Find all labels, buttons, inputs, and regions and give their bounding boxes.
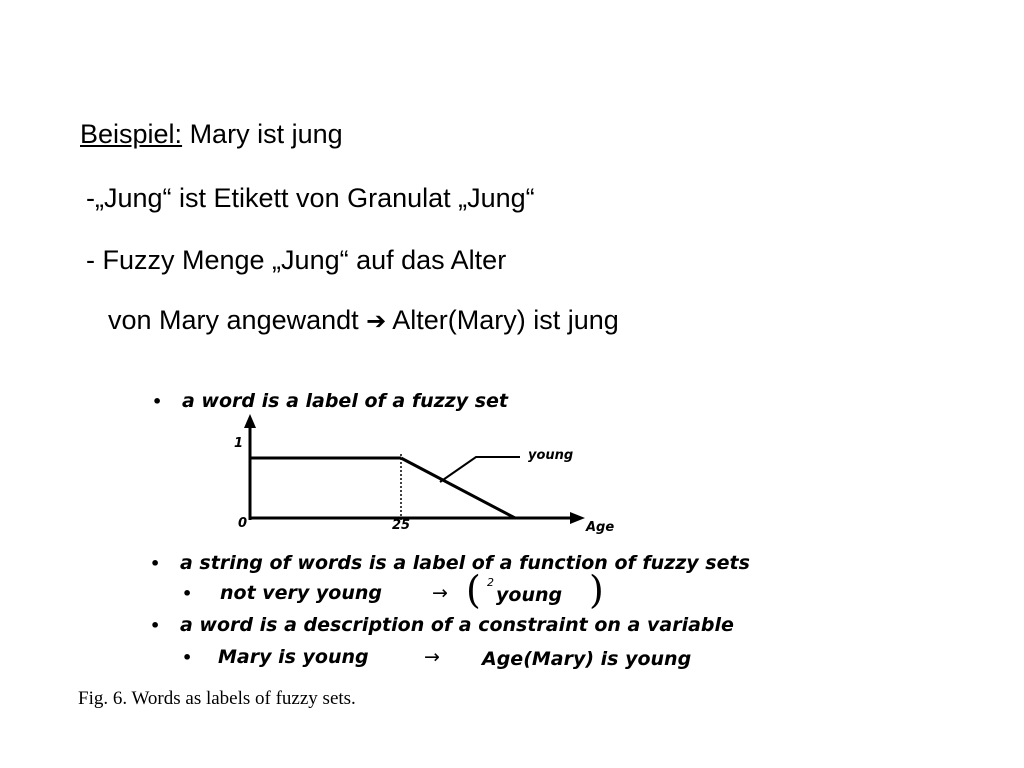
x-axis-arrowhead bbox=[570, 512, 585, 524]
example-statement: Mary ist jung bbox=[182, 119, 343, 149]
bullet-line-label: -„Jung“ ist Etikett von Granulat „Jung“ bbox=[86, 183, 535, 213]
x-tick-label: 25 bbox=[392, 518, 411, 533]
bullet-line-applied bbox=[108, 304, 619, 337]
figure-caption: Fig. 6. Words as labels of fuzzy sets. bbox=[78, 688, 356, 709]
applied-text: von Mary angewandt bbox=[108, 305, 367, 335]
right-arrow-icon: ➔ bbox=[366, 307, 387, 335]
origin-label: 0 bbox=[238, 516, 248, 531]
figure-bullet-2: a string of words is a label of a function of fuzzy sets bbox=[180, 552, 750, 574]
figure-subbullet-dot: • bbox=[182, 648, 193, 667]
arrow-icon: → bbox=[424, 646, 440, 668]
bullet-line-fuzzy-set: - Fuzzy Menge „Jung“ auf das Alter bbox=[86, 245, 507, 275]
open-paren: ( bbox=[466, 568, 481, 612]
scanned-figure bbox=[0, 370, 1024, 768]
young-curve-slope bbox=[401, 458, 515, 518]
figure-bullet-dot: • bbox=[150, 554, 161, 573]
young-term: young bbox=[496, 584, 563, 606]
figure-bullet-dot: • bbox=[150, 616, 161, 635]
close-paren: ) bbox=[589, 568, 604, 612]
membership-plot bbox=[0, 370, 1024, 570]
subbullet-not-very-young: not very young bbox=[220, 582, 383, 604]
young-pointer-line bbox=[440, 457, 520, 482]
subbullet-mary-is-young: Mary is young bbox=[218, 646, 369, 668]
y-tick-label: 1 bbox=[234, 436, 244, 451]
subbullet-age-mary: Age(Mary) is young bbox=[482, 648, 692, 670]
x-axis-label: Age bbox=[586, 520, 615, 535]
applied-result: Alter(Mary) ist jung bbox=[386, 305, 619, 335]
exponent-label: 2 bbox=[487, 576, 494, 589]
figure-bullet-dot: • bbox=[152, 392, 163, 411]
example-heading bbox=[80, 118, 343, 150]
arrow-icon: → bbox=[432, 582, 448, 604]
figure-bullet-3: a word is a description of a constraint on a variable bbox=[180, 614, 734, 636]
figure-bullet-1: a word is a label of a fuzzy set bbox=[182, 390, 509, 412]
young-curve-label: young bbox=[528, 448, 574, 463]
y-axis-arrowhead bbox=[244, 414, 256, 428]
figure-subbullet-dot: • bbox=[182, 584, 193, 603]
example-label: Beispiel: bbox=[80, 119, 183, 149]
